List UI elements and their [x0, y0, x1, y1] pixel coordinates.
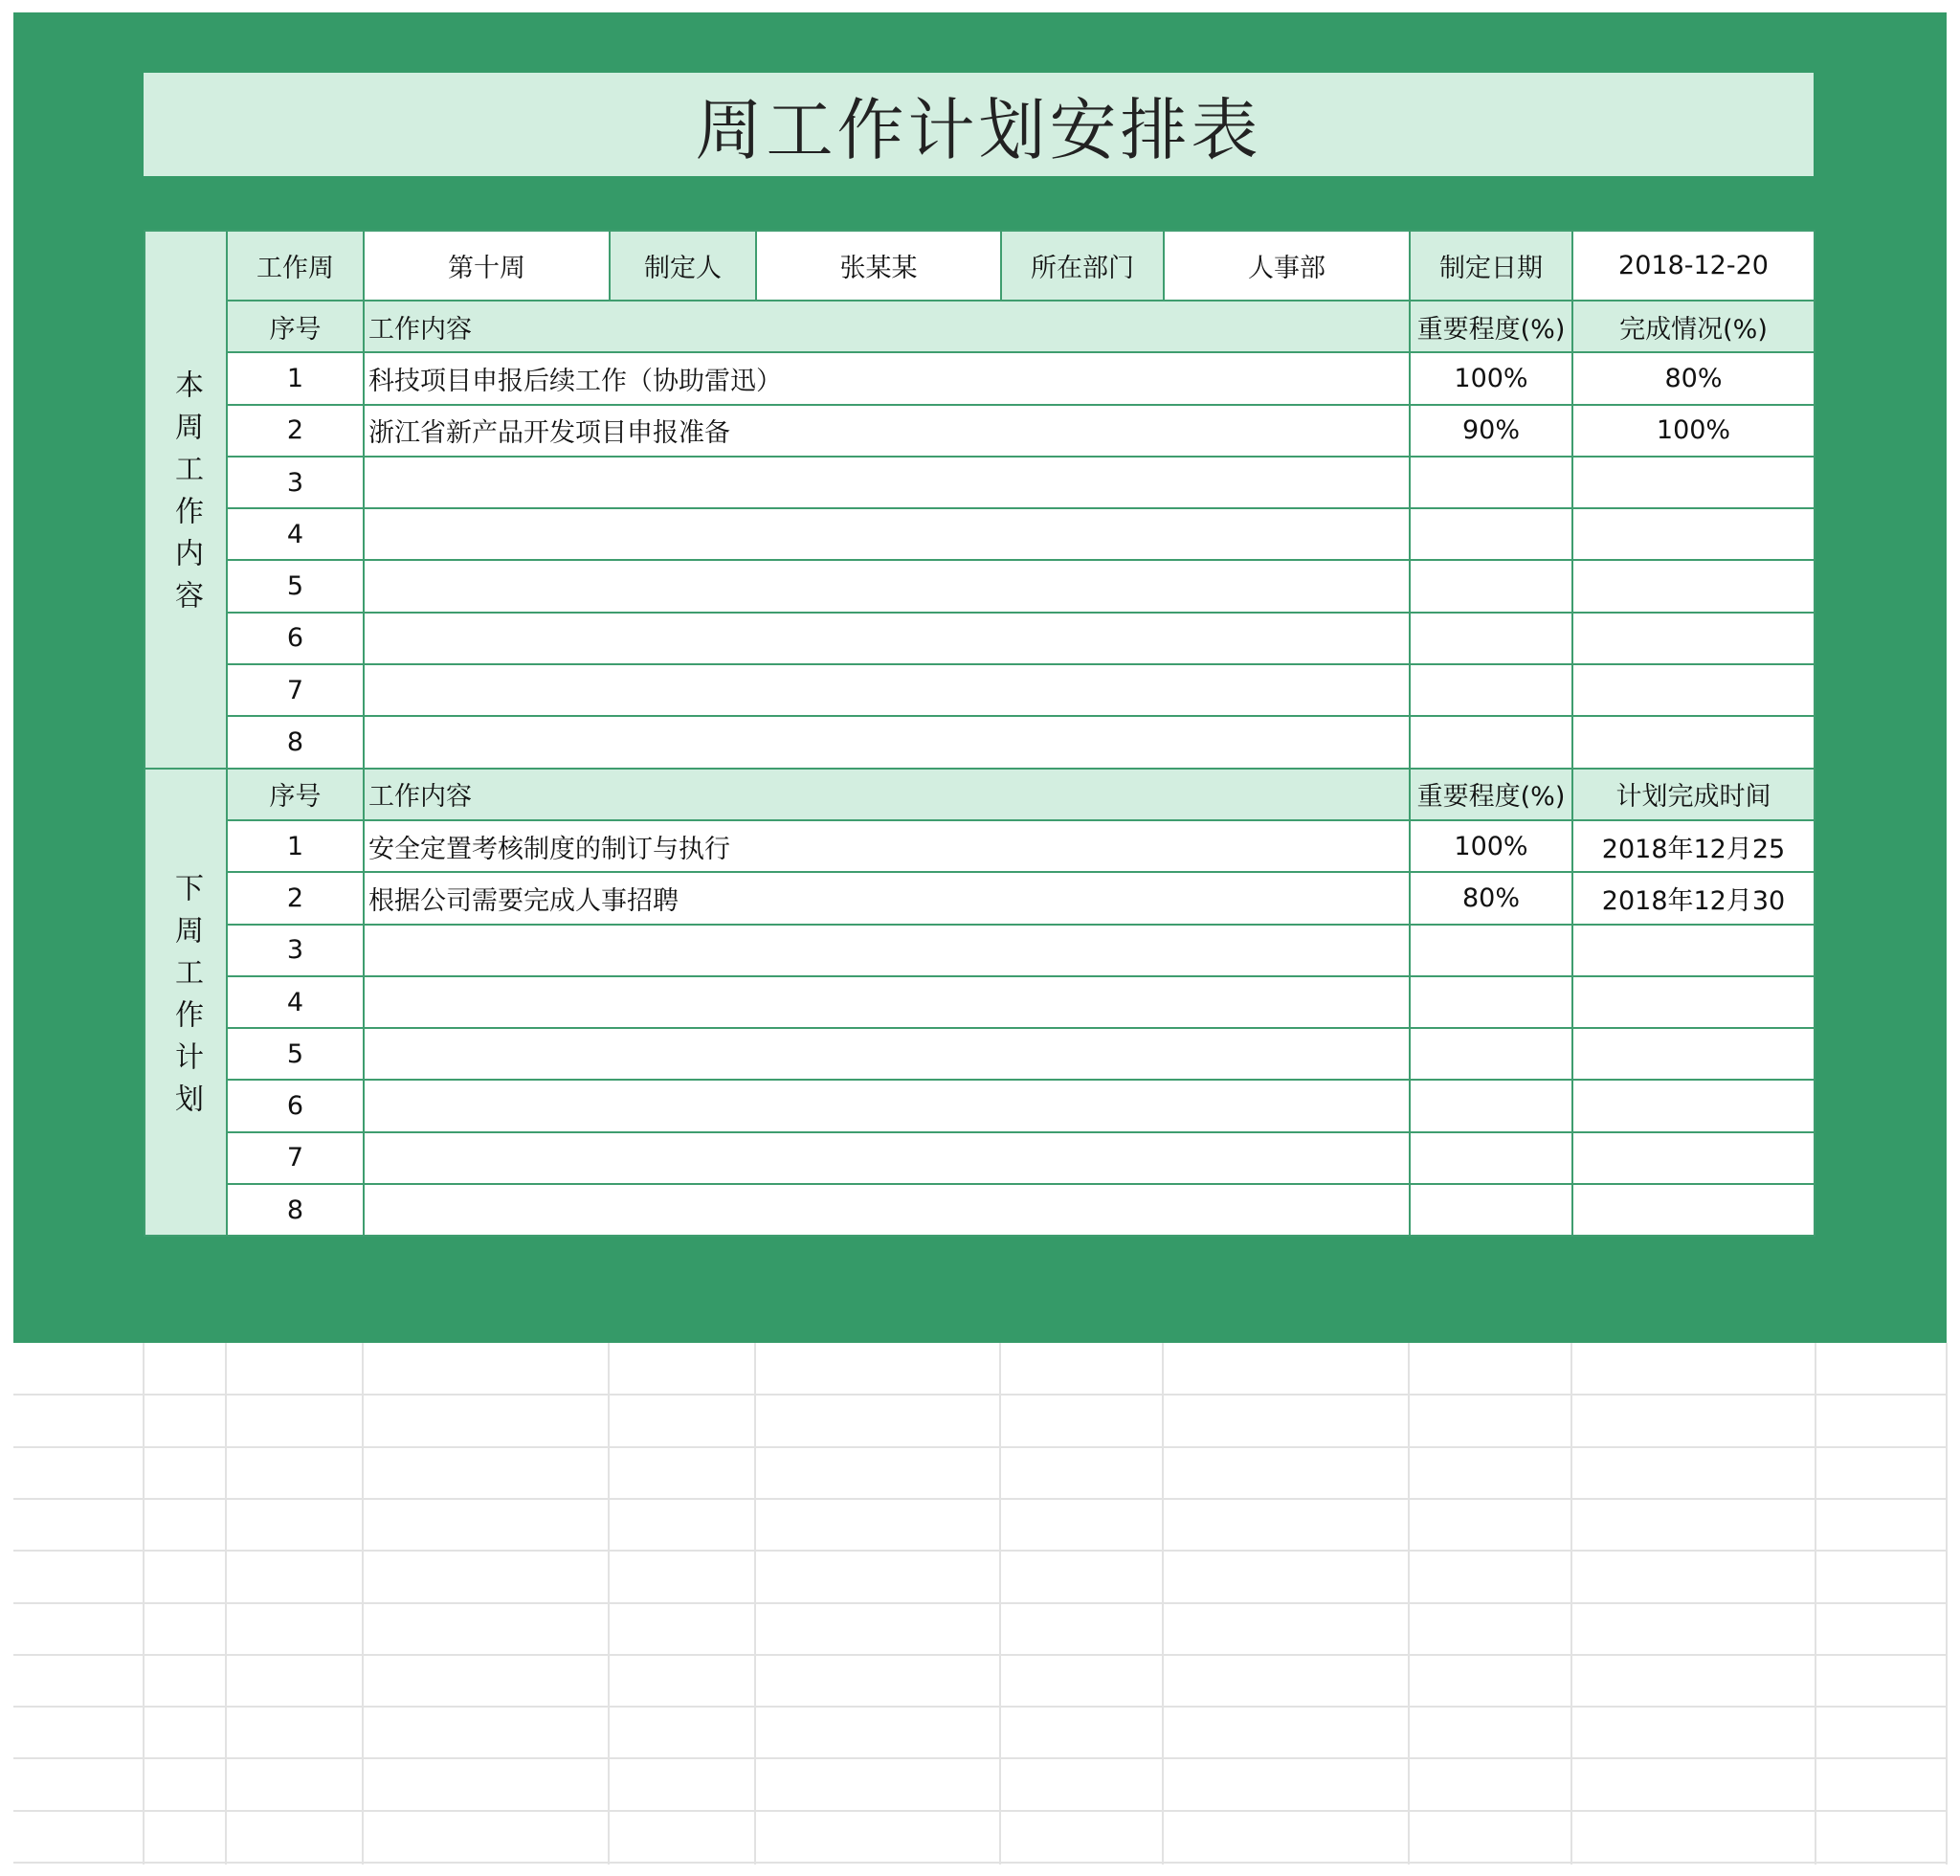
row-number: 2: [227, 872, 364, 924]
next-week-row: [145, 1132, 1815, 1184]
due-cell[interactable]: 2018年12月30: [1572, 872, 1815, 924]
row-number: 7: [227, 1132, 364, 1184]
grid-row-line: [13, 1498, 1947, 1500]
work-content-cell[interactable]: 安全定置考核制度的制订与执行: [364, 820, 1410, 872]
date-label: 制定日期: [1410, 231, 1572, 301]
week-label: 工作周: [227, 231, 364, 301]
header-content: 工作内容: [364, 301, 1410, 352]
row-number: 3: [227, 925, 364, 976]
this-week-row: [145, 405, 1815, 457]
importance-cell[interactable]: 100%: [1410, 820, 1572, 872]
dept-value[interactable]: 人事部: [1164, 231, 1410, 301]
row-number: 8: [227, 716, 364, 768]
due-cell[interactable]: [1572, 1132, 1815, 1184]
due-cell[interactable]: [1572, 925, 1815, 976]
section-label-next-week: 下周工作计划: [145, 769, 227, 1237]
row-number: 6: [227, 1080, 364, 1131]
next-week-row: [145, 820, 1815, 872]
row-number: 1: [227, 820, 364, 872]
importance-cell[interactable]: [1410, 664, 1572, 716]
this-week-row: [145, 508, 1815, 560]
status-cell[interactable]: [1572, 560, 1815, 612]
page-title: 周工作计划安排表: [144, 73, 1814, 176]
row-number: 4: [227, 976, 364, 1028]
this-week-row: [145, 613, 1815, 664]
work-content-cell[interactable]: [364, 1080, 1410, 1131]
importance-cell[interactable]: [1410, 457, 1572, 508]
work-content-cell[interactable]: [364, 457, 1410, 508]
due-cell[interactable]: [1572, 1080, 1815, 1131]
author-value[interactable]: 张某某: [756, 231, 1001, 301]
work-content-cell[interactable]: [364, 1132, 1410, 1184]
grid-row-line: [13, 1550, 1947, 1552]
date-value[interactable]: 2018-12-20: [1572, 231, 1815, 301]
work-content-cell[interactable]: [364, 925, 1410, 976]
work-content-cell[interactable]: [364, 1028, 1410, 1080]
this-week-row: [145, 664, 1815, 716]
grid-row-line: [13, 1394, 1947, 1396]
row-number: 4: [227, 508, 364, 560]
work-content-cell[interactable]: 浙江省新产品开发项目申报准备: [364, 405, 1410, 457]
importance-cell[interactable]: [1410, 1028, 1572, 1080]
grid-row-line: [13, 1862, 1947, 1864]
header-due: 计划完成时间: [1572, 769, 1815, 820]
header-content: 工作内容: [364, 769, 1410, 820]
work-content-cell[interactable]: [364, 613, 1410, 664]
work-content-cell[interactable]: [364, 976, 1410, 1028]
author-label: 制定人: [610, 231, 756, 301]
grid-row-line: [13, 1602, 1947, 1604]
importance-cell[interactable]: [1410, 716, 1572, 768]
row-number: 6: [227, 613, 364, 664]
importance-cell[interactable]: 80%: [1410, 872, 1572, 924]
header-no: 序号: [227, 769, 364, 820]
next-week-row: [145, 872, 1815, 924]
grid-row-line: [13, 1810, 1947, 1812]
row-number: 7: [227, 664, 364, 716]
status-cell[interactable]: [1572, 664, 1815, 716]
this-week-row: [145, 716, 1815, 768]
section-label-this-week: 本周工作内容: [145, 231, 227, 769]
header-importance: 重要程度(%): [1410, 769, 1572, 820]
status-cell[interactable]: 80%: [1572, 352, 1815, 404]
due-cell[interactable]: [1572, 1184, 1815, 1236]
header-importance: 重要程度(%): [1410, 301, 1572, 352]
importance-cell[interactable]: [1410, 1132, 1572, 1184]
grid-row-line: [13, 1706, 1947, 1708]
work-content-cell[interactable]: 科技项目申报后续工作（协助雷迅）: [364, 352, 1410, 404]
importance-cell[interactable]: [1410, 560, 1572, 612]
this-week-row: [145, 560, 1815, 612]
header-status: 完成情况(%): [1572, 301, 1815, 352]
row-number: 5: [227, 1028, 364, 1080]
status-cell[interactable]: [1572, 613, 1815, 664]
next-week-row: [145, 925, 1815, 976]
work-content-cell[interactable]: [364, 716, 1410, 768]
importance-cell[interactable]: [1410, 925, 1572, 976]
this-week-row: [145, 457, 1815, 508]
row-number: 1: [227, 352, 364, 404]
this-week-row: [145, 352, 1815, 404]
grid-row-line: [13, 1446, 1947, 1448]
importance-cell[interactable]: [1410, 1080, 1572, 1131]
status-cell[interactable]: [1572, 716, 1815, 768]
grid-row-line: [13, 1654, 1947, 1656]
next-week-row: [145, 1184, 1815, 1236]
importance-cell[interactable]: [1410, 976, 1572, 1028]
row-number: 2: [227, 405, 364, 457]
due-cell[interactable]: [1572, 1028, 1815, 1080]
this-week-header-row: [145, 301, 1815, 352]
importance-cell[interactable]: [1410, 613, 1572, 664]
week-value[interactable]: 第十周: [364, 231, 610, 301]
dept-label: 所在部门: [1001, 231, 1164, 301]
status-cell[interactable]: [1572, 457, 1815, 508]
work-content-cell[interactable]: [364, 560, 1410, 612]
grid-row-line: [13, 1757, 1947, 1759]
due-cell[interactable]: [1572, 976, 1815, 1028]
importance-cell[interactable]: [1410, 508, 1572, 560]
work-content-cell[interactable]: [364, 508, 1410, 560]
status-cell[interactable]: [1572, 508, 1815, 560]
work-content-cell[interactable]: [364, 1184, 1410, 1236]
work-content-cell[interactable]: [364, 664, 1410, 716]
next-week-row: [145, 976, 1815, 1028]
importance-cell[interactable]: 90%: [1410, 405, 1572, 457]
work-content-cell[interactable]: 根据公司需要完成人事招聘: [364, 872, 1410, 924]
row-number: 8: [227, 1184, 364, 1236]
importance-cell[interactable]: [1410, 1184, 1572, 1236]
importance-cell[interactable]: 100%: [1410, 352, 1572, 404]
row-number: 3: [227, 457, 364, 508]
status-cell[interactable]: 100%: [1572, 405, 1815, 457]
info-row: [145, 231, 1815, 301]
next-week-header-row: [145, 769, 1815, 820]
empty-spreadsheet-grid: [13, 1343, 1947, 1865]
row-number: 5: [227, 560, 364, 612]
header-no: 序号: [227, 301, 364, 352]
weekly-plan-table: [144, 230, 1815, 1237]
next-week-row: [145, 1080, 1815, 1131]
due-cell[interactable]: 2018年12月25: [1572, 820, 1815, 872]
next-week-row: [145, 1028, 1815, 1080]
